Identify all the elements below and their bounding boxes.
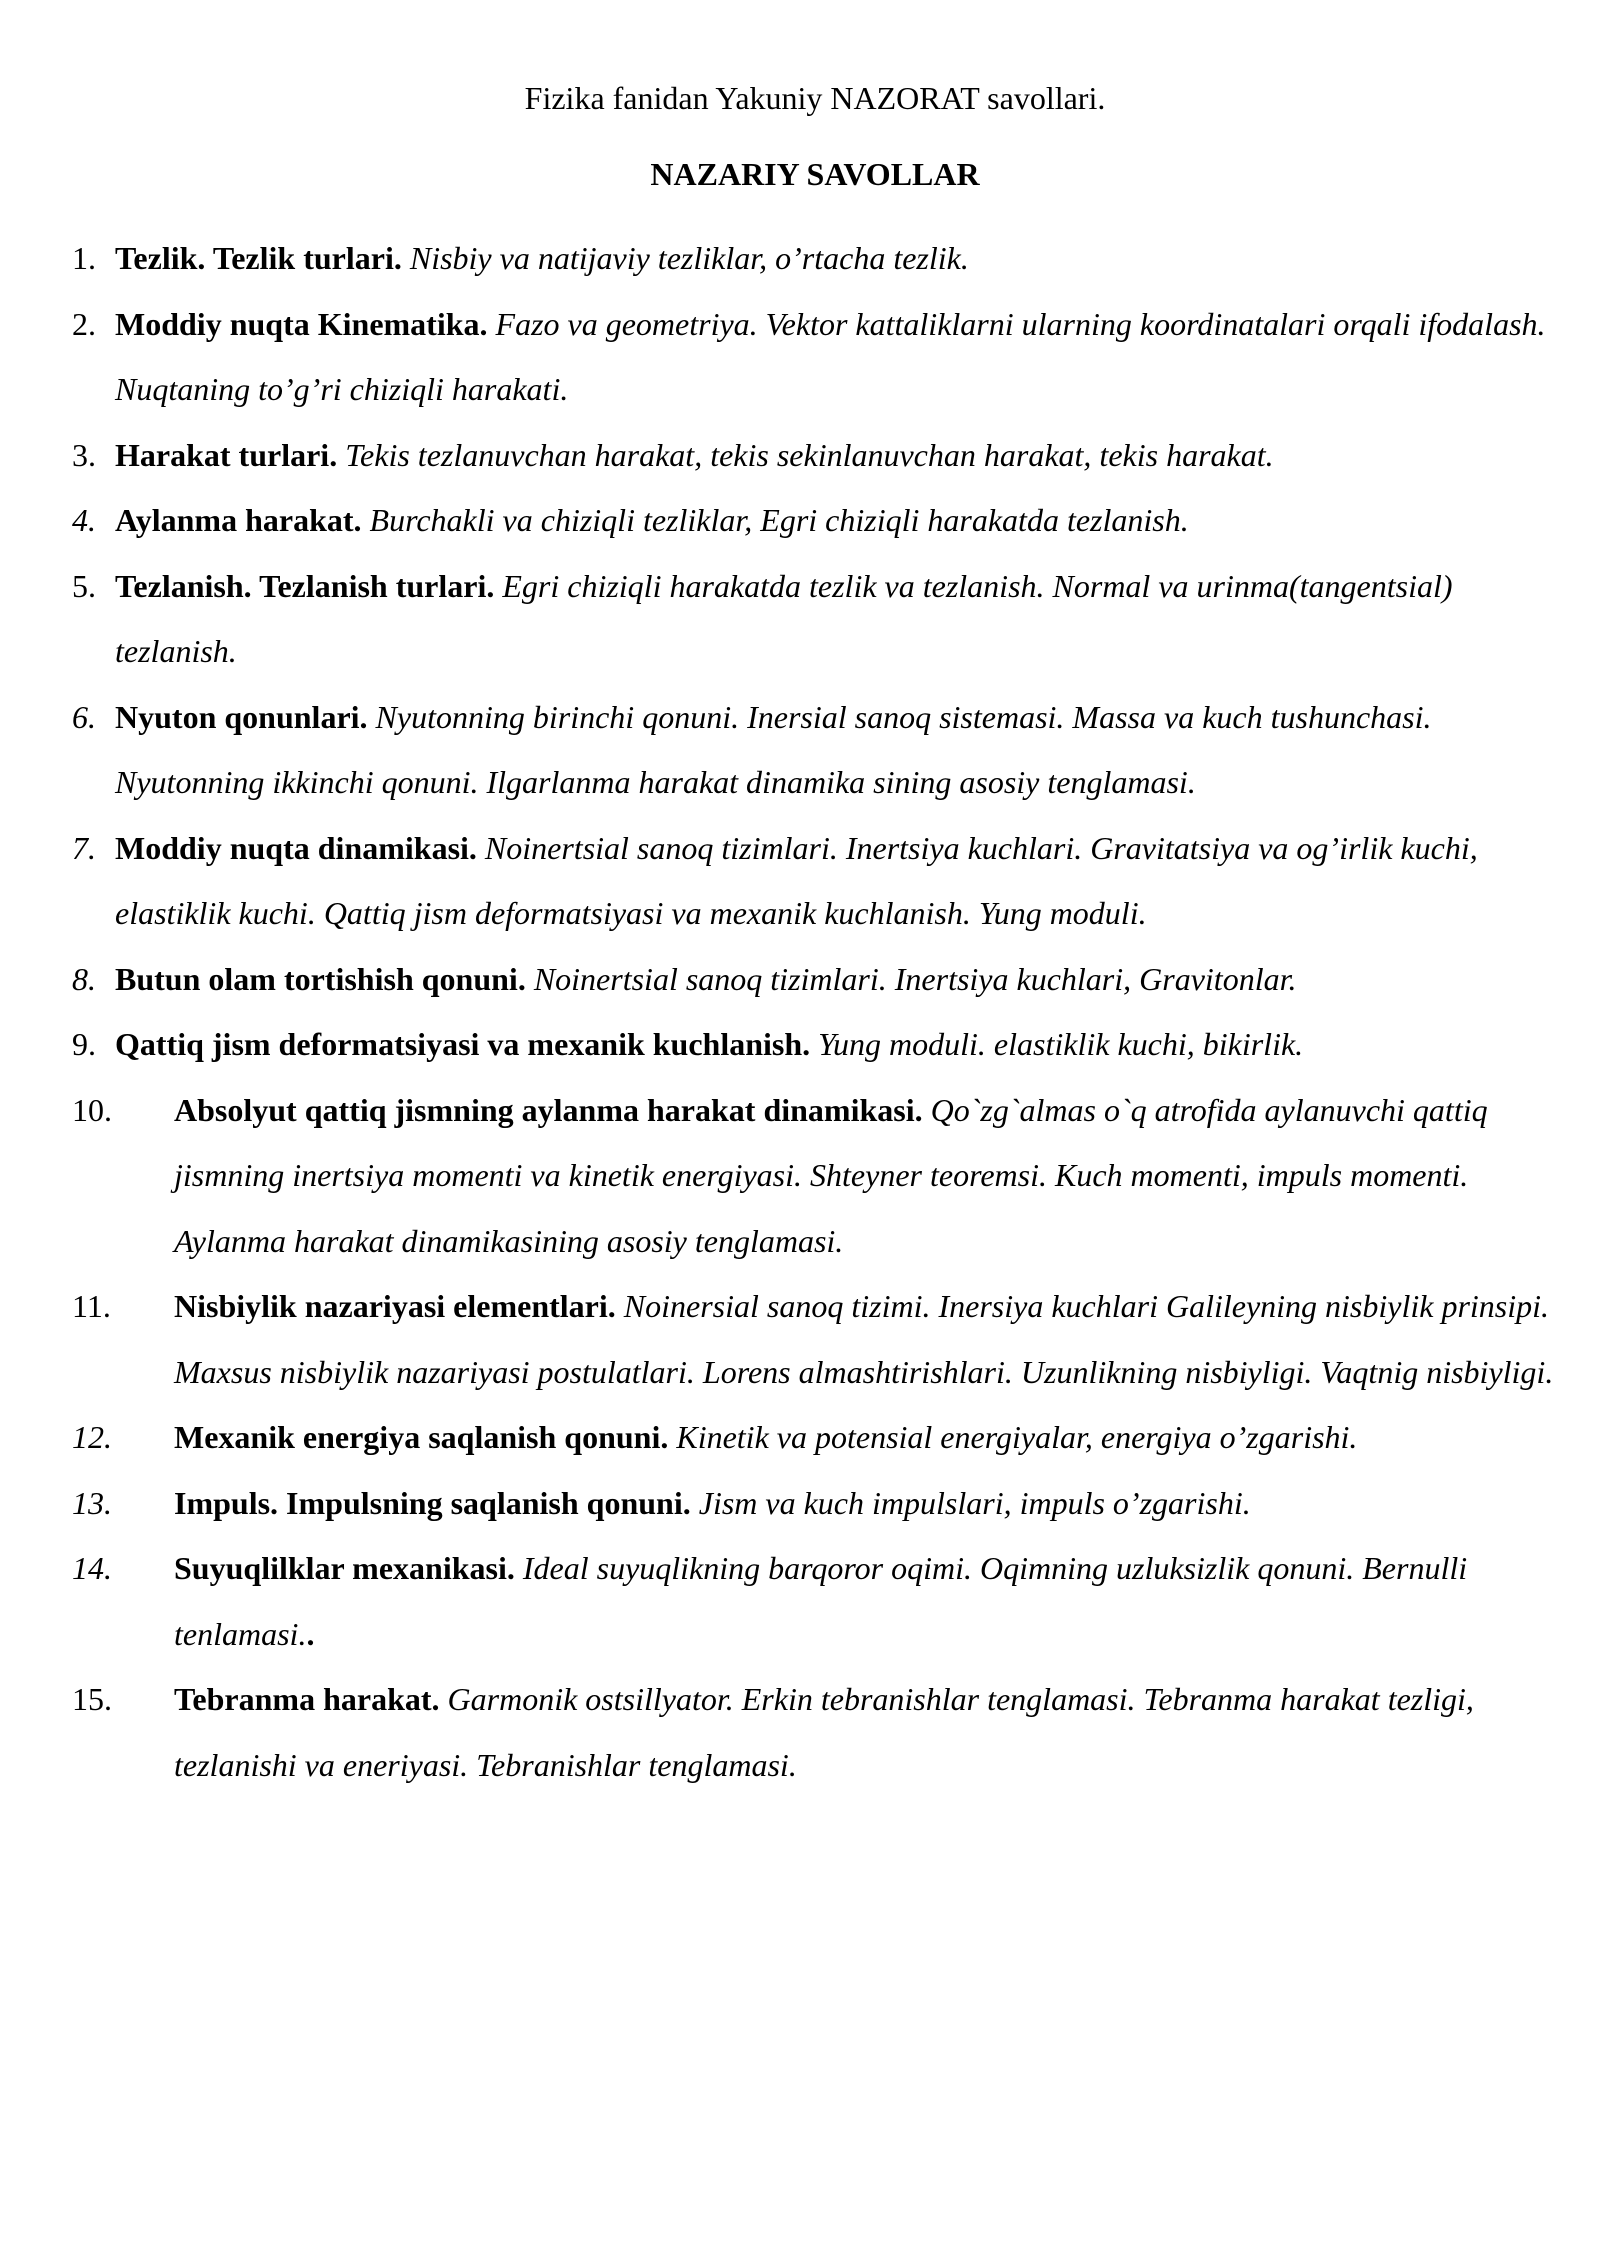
item-heading: Tezlik. Tezlik turlari. bbox=[115, 240, 402, 276]
item-heading: Moddiy nuqta dinamikasi. bbox=[115, 829, 477, 866]
list-item bbox=[0, 1012, 1555, 1078]
item-body: Yung moduli. elastiklik kuchi, bikirlik. bbox=[818, 1026, 1304, 1062]
list-item bbox=[0, 226, 1555, 292]
item-heading: Tezlanish. Tezlanish turlari. bbox=[115, 567, 495, 604]
list-item bbox=[0, 816, 1555, 947]
item-heading: Nyuton qonunlari. bbox=[115, 698, 368, 735]
item-number: 2. bbox=[72, 305, 96, 342]
item-body: Ideal suyuqlikning barqoror oqimi. Oqimning uzluksizlik qonuni. Bernulli tenlamasi. bbox=[174, 1550, 1468, 1652]
item-body: Nyutonning birinchi qonuni. Inersial sanoq sistemasi. Massa va kuch tushunchasi. Nyutonning ikkinchi qonuni. Ilgarlanma harakat dinamika sining asosiy tenglamasi. bbox=[115, 698, 1432, 800]
item-number: 6. bbox=[72, 698, 96, 735]
list-item bbox=[0, 423, 1555, 489]
list-item bbox=[0, 1536, 1564, 1667]
item-heading: Moddiy nuqta Kinematika. bbox=[115, 305, 488, 342]
list-item bbox=[0, 1078, 1564, 1275]
item-body: Noinertsial sanoq tizimlari. Inertsiya kuchlari. Gravitatsiya va og’irlik kuchi, elastiklik kuchi. Qattiq jism deformatsiyasi va mexanik kuchlanish. Yung moduli. bbox=[115, 829, 1478, 931]
item-body: Qo`zg`almas o`q atrofida aylanuvchi qattiq jismning inertsiya momenti va kinetik energiyasi. Shteyner teoremsi. Kuch momenti, impuls momenti. Aylanma harakat dinamikasining asosiy tenglamasi. bbox=[174, 1091, 1488, 1259]
list-item bbox=[0, 685, 1555, 816]
item-number: 7. bbox=[72, 829, 96, 866]
item-heading: Mexanik energiya saqlanish qonuni. bbox=[174, 1419, 669, 1455]
item-number: 4. bbox=[72, 502, 96, 538]
item-number: 14. bbox=[72, 1550, 112, 1586]
item-heading: Absolyut qattiq jismning aylanma harakat dinamikasi. bbox=[174, 1091, 923, 1128]
list-item bbox=[0, 947, 1555, 1013]
item-body: Kinetik va potensial energiyalar, energiya o’zgarishi. bbox=[676, 1419, 1358, 1455]
item-body: Fazo va geometriya. Vektor kattaliklarni ularning koordinatalari orqali ifodalash. Nuqtaning to’g’ri chiziqli harakati. bbox=[115, 305, 1546, 407]
item-number: 5. bbox=[72, 567, 96, 604]
item-heading: Aylanma harakat. bbox=[115, 502, 362, 538]
item-heading: Suyuqlilklar mexanikasi. bbox=[174, 1550, 515, 1586]
item-heading: Butun olam tortishish qonuni. bbox=[115, 960, 526, 997]
item-number: 3. bbox=[72, 436, 96, 473]
item-heading: Nisbiylik nazariyasi elementlari. bbox=[174, 1288, 616, 1324]
list-item bbox=[0, 292, 1555, 423]
item-heading: Qattiq jism deformatsiyasi va mexanik kuchlanish. bbox=[115, 1026, 811, 1062]
item-number: 8. bbox=[72, 960, 96, 997]
section-heading: NAZARIY SAVOLLAR bbox=[650, 156, 980, 192]
list-item bbox=[0, 1667, 1564, 1798]
item-number: 10. bbox=[72, 1091, 112, 1128]
item-number: 9. bbox=[72, 1026, 96, 1062]
item-trailing: . bbox=[306, 1615, 315, 1652]
item-body: Burchakli va chiziqli tezliklar, Egri chiziqli harakatda tezlanish. bbox=[369, 502, 1189, 538]
item-heading: Harakat turlari. bbox=[115, 436, 338, 473]
item-heading: Impuls. Impulsning saqlanish qonuni. bbox=[174, 1484, 691, 1521]
document-title: Fizika fanidan Yakuniy NAZORAT savollari. bbox=[524, 80, 1106, 116]
list-item bbox=[0, 1274, 1564, 1405]
item-number: 12. bbox=[72, 1419, 112, 1455]
list-item bbox=[0, 554, 1555, 685]
item-body: Egri chiziqli harakatda tezlik va tezlanish. Normal va urinma(tangentsial) tezlanish. bbox=[115, 567, 1453, 669]
item-number: 15. bbox=[72, 1681, 112, 1717]
list-item bbox=[0, 1405, 1564, 1471]
item-number: 1. bbox=[72, 240, 96, 276]
item-body: Garmonik ostsillyator. Erkin tebranishlar tenglamasi. Tebranma harakat tezligi, tezlanishi va eneriyasi. Tebranishlar tenglamasi. bbox=[174, 1681, 1474, 1783]
item-body: Noinertsial sanoq tizimlari. Inertsiya kuchlari, Gravitonlar. bbox=[533, 960, 1297, 997]
item-heading: Tebranma harakat. bbox=[174, 1681, 440, 1717]
list-item bbox=[0, 1471, 1564, 1537]
item-number: 13. bbox=[72, 1484, 112, 1521]
item-body: Noinersial sanoq tizimi. Inersiya kuchlari Galileyning nisbiylik prinsipi. Maxsus nisbiylik nazariyasi postulatlari. Lorens almashtirishlari. Uzunlikning nisbiyligi. Vaqtnig nisbiyligi. bbox=[174, 1288, 1554, 1390]
item-number: 11. bbox=[72, 1288, 111, 1324]
item-body: Tekis tezlanuvchan harakat, tekis sekinlanuvchan harakat, tekis harakat. bbox=[345, 436, 1274, 473]
list-item bbox=[0, 488, 1555, 554]
question-list bbox=[0, 226, 1600, 1798]
item-body: Jism va kuch impulslari, impuls o’zgarishi. bbox=[698, 1484, 1251, 1521]
item-body: Nisbiy va natijaviy tezliklar, o’rtacha tezlik. bbox=[409, 240, 969, 276]
